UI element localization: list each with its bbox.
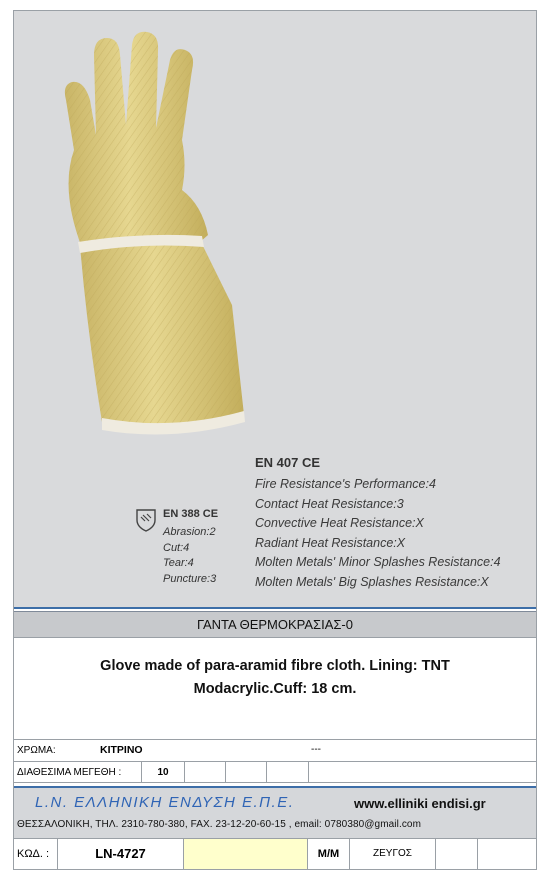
en407-item: Molten Metals' Big Splashes Resistance:X [255, 574, 489, 589]
code-label: ΚΩΔ. : [17, 848, 50, 860]
unit-label: Μ/Μ [308, 839, 350, 869]
color-value: ΚΙΤΡΙΝΟ [100, 744, 143, 756]
description-line: Glove made of para-aramid fibre cloth. Lining: TNT [100, 658, 450, 674]
en388-item: Tear:4 [163, 557, 194, 569]
sizes-label: ΔΙΑΘΕΣΙΜΑ ΜΕΓΕΘΗ : [17, 767, 122, 778]
en407-item: Contact Heat Resistance:3 [255, 496, 404, 511]
empty-cell [436, 839, 478, 869]
product-title: ΓΑΝΤΑ ΘΕΡΜΟΚΡΑΣΙΑΣ-0 [14, 611, 536, 638]
en407-item: Molten Metals' Minor Splashes Resistance:4 [255, 555, 501, 570]
product-code: LN-4727 [57, 839, 184, 869]
en388-title: EN 388 CE [163, 508, 219, 520]
unit-value: ΖΕΥΓΟΣ [350, 839, 436, 869]
en407-item: Fire Resistance's Performance:4 [255, 477, 436, 491]
highlight-cell [184, 839, 308, 869]
size-cell [266, 762, 267, 782]
en407-item: Radiant Heat Resistance:X [255, 535, 406, 550]
en388-item: Abrasion:2 [163, 526, 216, 538]
company-banner [14, 788, 536, 838]
code-row [14, 838, 536, 869]
company-name: L.N. ΕΛΛΗΝΙΚΗ ΕΝΔΥΣΗ Ε.Π.Ε. [35, 794, 295, 811]
color-row [14, 739, 536, 761]
size-cell [141, 762, 184, 782]
size-cell [225, 762, 226, 782]
en407-block [255, 455, 535, 593]
company-address: ΘΕΣΣΑΛΟΝΙΚΗ, ΤΗΛ. 2310-780-380, FAX. 23-12-20-60-15 , email: 0780380@gmail.com [17, 819, 422, 830]
size-cell [308, 762, 309, 782]
sizes-row [14, 761, 536, 783]
color-label: ΧΡΩΜΑ: [17, 745, 56, 756]
color-extra: --- [311, 744, 321, 755]
company-website: www.elliniki endisi.gr [354, 796, 486, 811]
glove-photo [22, 30, 262, 450]
product-description [14, 655, 536, 701]
en388-item: Cut:4 [163, 541, 190, 554]
en407-title: EN 407 CE [255, 455, 321, 470]
size-cell [184, 762, 185, 782]
en388-item: Puncture:3 [163, 572, 217, 585]
shield-icon [135, 508, 157, 532]
size-value: 10 [157, 767, 169, 778]
divider [14, 607, 536, 609]
en407-item: Convective Heat Resistance:X [255, 516, 424, 531]
description-line: Modacrylic.Cuff: 18 cm. [193, 681, 357, 697]
